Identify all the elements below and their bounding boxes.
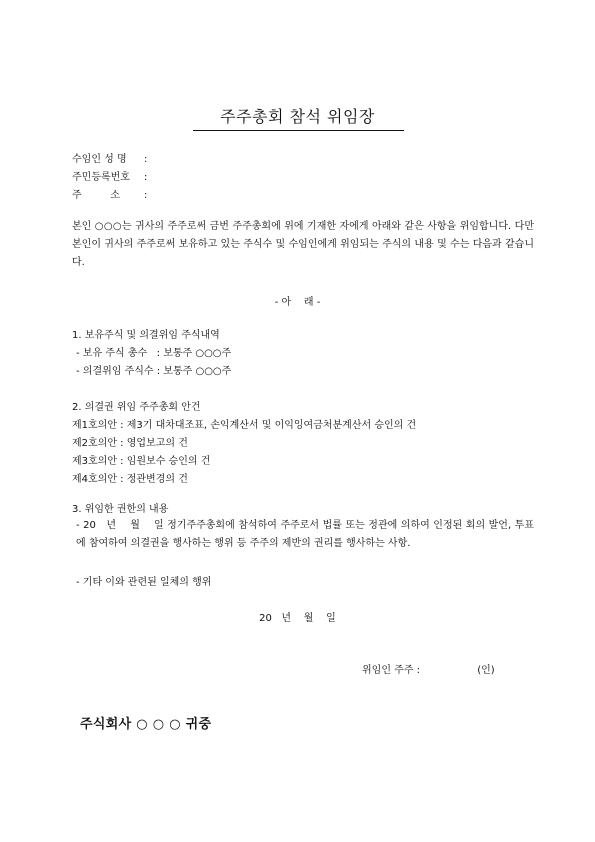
proxy-address-value: : — [144, 190, 148, 201]
proxy-name-value: : — [144, 154, 148, 165]
proxy-id-value: : — [144, 172, 148, 183]
section2-heading: 2. 의결권 위임 주주총회 안건 — [72, 402, 201, 413]
section3-heading: 3. 위임한 권한의 내용 — [72, 504, 169, 515]
proxy-id-label: 주민등록번호 — [72, 172, 130, 183]
section1-heading: 1. 보유주식 및 의결위임 주식내역 — [72, 330, 220, 341]
agenda-item-3: 제3호의안 : 임원보수 승인의 건 — [72, 456, 211, 467]
intro-paragraph: 본인 ○○○는 귀사의 주주로써 금번 주주총회에 위에 기재한 자에게 아래와 같은 사항을 위임합니다. 다만 본인이 귀사의 주주로써 보유하고 있는 주식수 및 수임인에게 위임되는 주식의 내용 및 수는 다음과 같습니다. — [72, 221, 534, 268]
proxy-name-label: 수임인 성 명 — [72, 154, 127, 165]
notice-heading: - 아 래 - — [274, 297, 321, 308]
section1-item-total: - 보유 주식 총수 : 보통주 ○○○주 — [76, 348, 232, 359]
proxy-id-field — [72, 171, 147, 184]
section3-paragraph: - 20 년 월 일 정기주주총회에 참석하여 주주로서 법률 또는 정관에 의하여 인정된 회의 발언, 투표에 참여하여 의결권을 행사하는 행위 등 주주의 제반의 권리를 행사하는 사항. — [76, 520, 534, 549]
section3-last-item: - 기타 이와 관련된 일체의 행위 — [76, 577, 212, 588]
agenda-item-4: 제4호의안 : 정관변경의 건 — [72, 474, 188, 485]
company-addressee: 주식회사 ○ ○ ○ 귀중 — [80, 717, 212, 732]
signature-line: 위임인 주주 : (인) — [362, 665, 495, 676]
agenda-item-1: 제1호의안 : 제3기 대차대조표, 손익계산서 및 이익잉여금처분계산서 승인의 건 — [72, 420, 417, 431]
document-title: 주주총회 참석 위임장 — [220, 107, 375, 126]
proxy-name-field — [72, 153, 147, 166]
date-line: 20 년 월 일 — [259, 613, 336, 624]
title-underline — [193, 130, 404, 131]
agenda-item-2: 제2호의안 : 영업보고의 건 — [72, 438, 188, 449]
proxy-address-field — [72, 189, 147, 202]
section1-item-delegated: - 의결위임 주식수 : 보통주 ○○○주 — [76, 366, 232, 377]
proxy-address-label: 주 소 — [72, 190, 120, 201]
